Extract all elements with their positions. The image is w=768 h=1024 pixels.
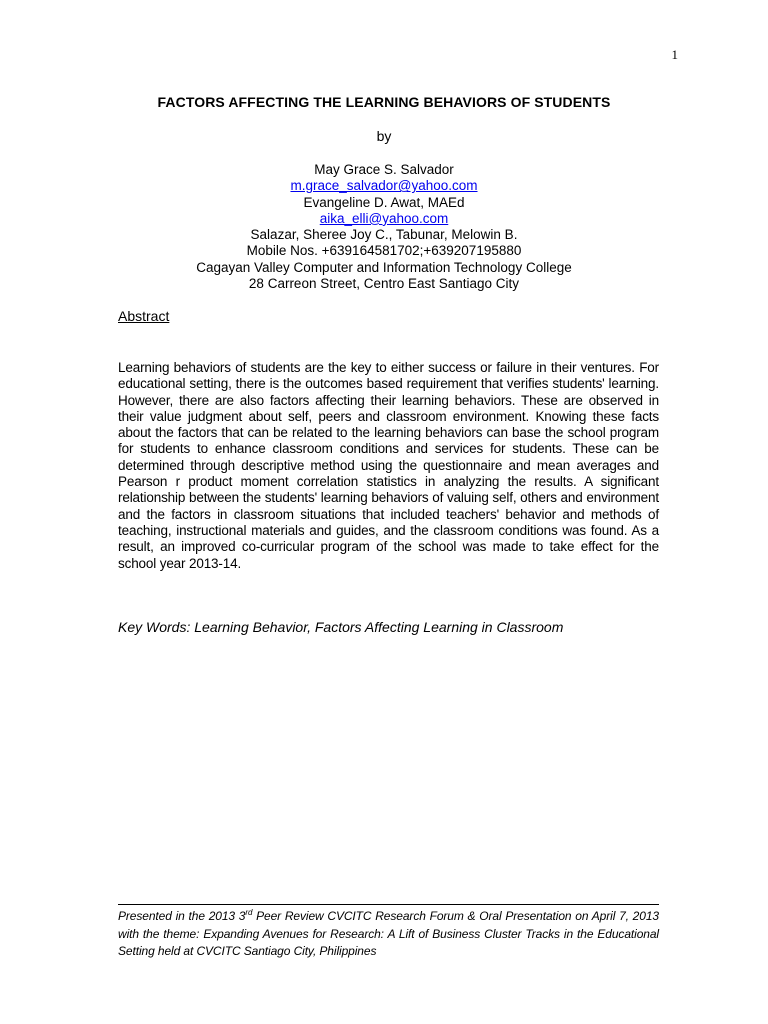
paper-title: FACTORS AFFECTING THE LEARNING BEHAVIORS OF STUDENTS	[157, 94, 611, 110]
footnote-divider	[118, 904, 659, 905]
coauthors: Salazar, Sheree Joy C., Tabunar, Melowin B.	[250, 227, 518, 243]
author-email-link[interactable]: m.grace_salvador@yahoo.com	[290, 178, 478, 194]
abstract-text: Learning behaviors of students are the key to either success or failure in their ventures. For educational setting, there is the outcomes based requirement that verifies students' learning. However, there are also factors affecting their learning behaviors. These are observed in their value judgment about self, peers and classroom environment. Knowing these facts about the factors that can be related to the learning behaviors can base the school program for students to enhance classroom conditions and services for students. These can be determined through descriptive method using the questionnaire and mean averages and Pearson r product moment correlation statistics in analyzing the results. A significant relationship between the students' learning behaviors of valuing self, others and environment and the factors in classroom situations that included teachers' behavior and methods of teaching, instructional materials and guides, and the classroom conditions was found. As a result, an improved co-curricular program of the school was made to take effect for the school year 2013-14.	[118, 360, 659, 571]
author-name: Evangeline D. Awat, MAEd	[303, 194, 465, 210]
author-name: May Grace S. Salvador	[314, 162, 454, 177]
footnote-text: Peer Review CVCITC Research Forum & Oral Presentation on April 7, 2013 with the theme: Expanding Avenues for Research: A Lift of Business Cluster Tracks in the Educational Setting held at CVCITC Santiago City, Philippines	[118, 909, 659, 958]
footnote-superscript: rd	[245, 908, 253, 917]
author-email-link[interactable]: aika_elli@yahoo.com	[319, 210, 449, 226]
footnote	[118, 908, 659, 961]
mobile-numbers: Mobile Nos. +639164581702;+639207195880	[246, 243, 522, 259]
address: 28 Carreon Street, Centro East Santiago City	[248, 276, 520, 292]
institution: Cagayan Valley Computer and Information Technology College	[196, 259, 572, 275]
author-block	[0, 162, 768, 292]
page-number: 1	[671, 47, 678, 62]
by-label: by	[376, 128, 392, 144]
keywords: Key Words: Learning Behavior, Factors Affecting Learning in Classroom	[118, 619, 564, 635]
abstract-heading: Abstract	[118, 308, 170, 324]
footnote-text: Presented in the 2013 3	[118, 909, 246, 923]
